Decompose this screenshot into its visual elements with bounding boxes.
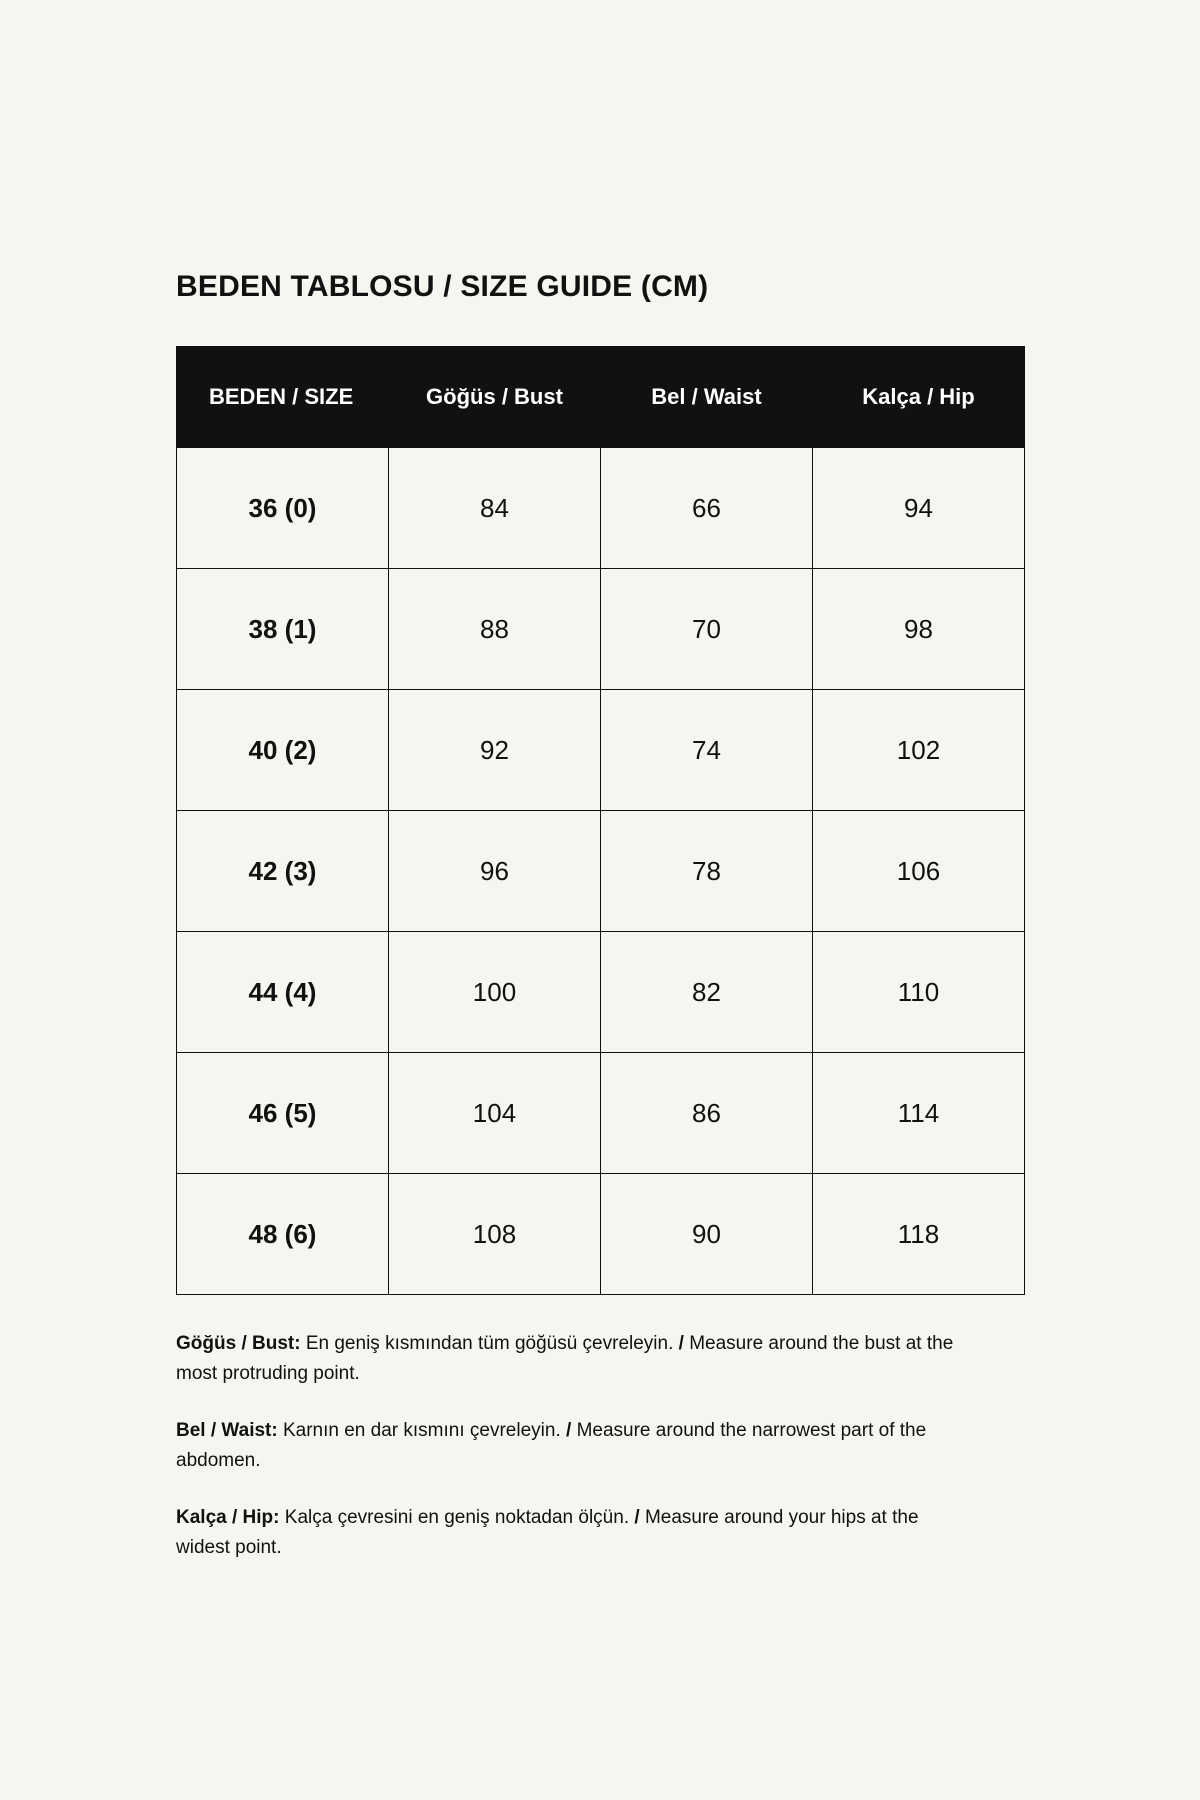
note-text-en: Measure around the bust at the most protruding point.	[176, 1333, 954, 1385]
cell-size: 38 (1)	[177, 569, 389, 690]
cell-hip: 106	[813, 811, 1025, 932]
note-text-tr: En geniş kısmından tüm göğüsü çevreleyin.	[305, 1333, 674, 1354]
table-header-row	[177, 347, 1025, 448]
note-separator: /	[678, 1333, 684, 1354]
size-guide-content	[176, 270, 1024, 1563]
note-separator: /	[634, 1506, 640, 1528]
cell-hip: 114	[813, 1053, 1025, 1174]
table-row	[177, 448, 1025, 569]
table-row	[177, 932, 1025, 1053]
table-row	[177, 569, 1025, 690]
cell-size: 40 (2)	[177, 690, 389, 811]
column-header-size: BEDEN / SIZE	[177, 347, 389, 448]
note-label: Göğüs / Bust:	[176, 1333, 301, 1354]
cell-bust: 88	[389, 569, 601, 690]
cell-hip: 118	[813, 1174, 1025, 1295]
column-header-hip: Kalça / Hip	[813, 347, 1025, 448]
table-row	[177, 690, 1025, 811]
cell-waist: 74	[601, 690, 813, 811]
cell-size: 42 (3)	[177, 811, 389, 932]
cell-size: 48 (6)	[177, 1174, 389, 1295]
note-hip	[176, 1503, 956, 1564]
cell-bust: 96	[389, 811, 601, 932]
note-text-tr: Karnın en dar kısmını çevreleyin.	[282, 1419, 561, 1441]
cell-bust: 84	[389, 448, 601, 569]
cell-waist: 82	[601, 932, 813, 1053]
cell-bust: 92	[389, 690, 601, 811]
table-row	[177, 1174, 1025, 1295]
note-text-en: Measure around the narrowest part of the abdomen.	[176, 1419, 927, 1472]
note-label: Bel / Waist:	[176, 1419, 278, 1441]
cell-size: 36 (0)	[177, 448, 389, 569]
cell-hip: 102	[813, 690, 1025, 811]
cell-hip: 98	[813, 569, 1025, 690]
column-header-waist: Bel / Waist	[601, 347, 813, 448]
cell-hip: 110	[813, 932, 1025, 1053]
cell-waist: 78	[601, 811, 813, 932]
note-text-tr: Kalça çevresini en geniş noktadan ölçün.	[284, 1506, 630, 1528]
table-body	[177, 448, 1025, 1295]
note-label: Kalça / Hip:	[176, 1506, 280, 1528]
column-header-bust: Göğüs / Bust	[389, 347, 601, 448]
cell-waist: 70	[601, 569, 813, 690]
note-bust	[176, 1329, 956, 1390]
cell-waist: 86	[601, 1053, 813, 1174]
cell-bust: 100	[389, 932, 601, 1053]
table-row	[177, 1053, 1025, 1174]
note-separator: /	[566, 1419, 572, 1441]
cell-bust: 108	[389, 1174, 601, 1295]
cell-hip: 94	[813, 448, 1025, 569]
table-header	[177, 347, 1025, 448]
cell-waist: 90	[601, 1174, 813, 1295]
note-waist	[176, 1416, 956, 1477]
page-title: BEDEN TABLOSU / SIZE GUIDE (CM)	[176, 270, 709, 303]
note-text-en: Measure around your hips at the widest point.	[176, 1506, 919, 1558]
cell-bust: 104	[389, 1053, 601, 1174]
measurement-notes	[176, 1329, 956, 1563]
table-row	[177, 811, 1025, 932]
cell-size: 46 (5)	[177, 1053, 389, 1174]
cell-size: 44 (4)	[177, 932, 389, 1053]
size-guide-table	[176, 346, 1025, 1295]
cell-waist: 66	[601, 448, 813, 569]
